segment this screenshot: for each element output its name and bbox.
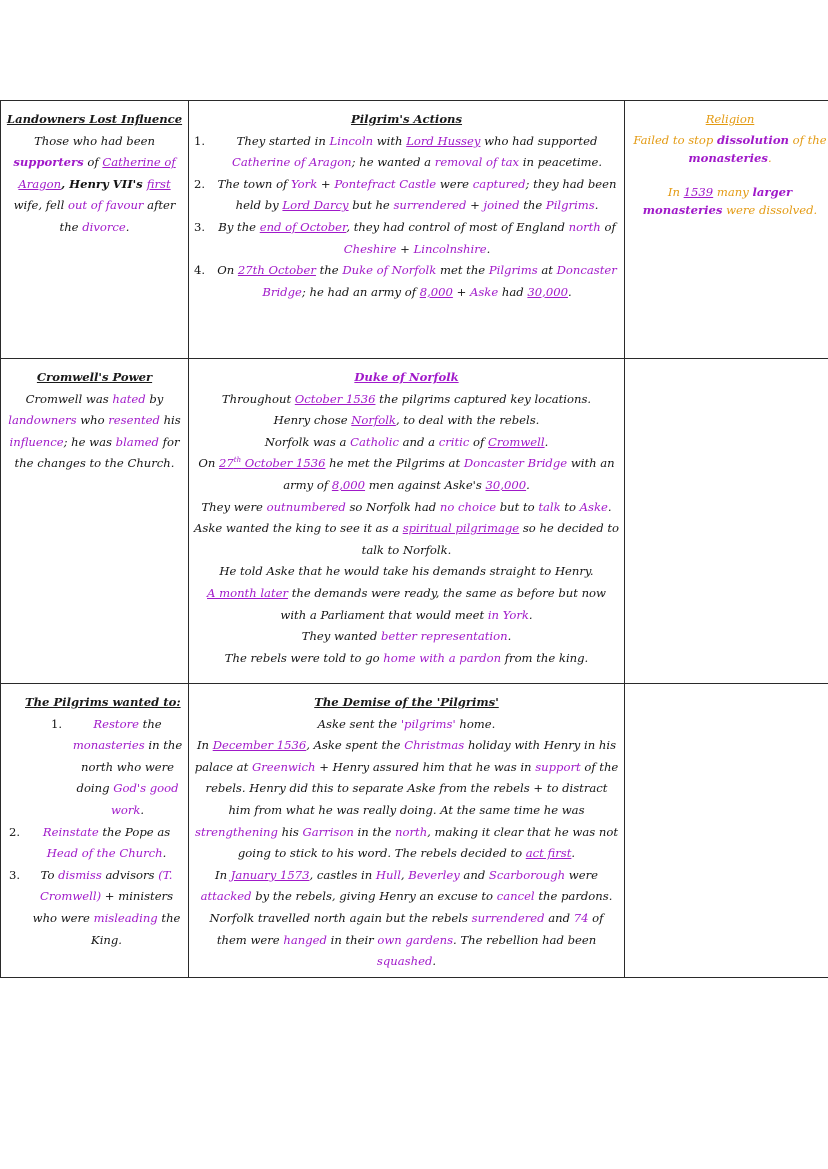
cell-heading: Cromwell's Power — [36, 370, 153, 384]
paragraph: In January 1573, castles in Hull, Beverley and Scarborough were attacked by the rebels, giving Henry an excuse to cancel the pardons. Norfolk travelled north again but the rebels surrendered and 74 of them were hanged in their own gardens. The rebellion had been squashed. — [200, 867, 613, 969]
paragraph: They wanted better representation. — [301, 629, 512, 644]
cell-heading: Religion — [705, 112, 755, 126]
cell-heading: The Demise of the 'Pilgrims' — [314, 695, 499, 709]
list-item: 1. They started in Lincoln with Lord Hussey who had supported Catherine of Aragon; he wanted a removal of tax in peacetime. — [194, 133, 603, 170]
pilgrims-wanted-cell — [1, 684, 189, 978]
pilgrims-actions-cell — [189, 101, 625, 359]
revision-notes-table — [0, 100, 828, 978]
cell-heading: Pilgrim's Actions — [350, 112, 463, 126]
paragraph: On 27th October 1536 he met the Pilgrims at Doncaster Bridge with an army of 8,000 men against Aske's 30,000. — [198, 456, 615, 492]
duke-of-norfolk-cell — [189, 359, 625, 684]
demands-list — [9, 714, 183, 952]
cromwell-cell: Cromwell's Power Cromwell was hated by landowners who resented his influence; he was blamed for the changes to the Church. — [1, 359, 189, 684]
paragraph: Throughout October 1536 the pilgrims captured key locations. — [221, 391, 592, 406]
paragraph: The rebels were told to go home with a pardon from the king. — [224, 650, 589, 665]
list-item: 1. Restore the monasteries in the north who were doing God's good work. — [51, 716, 183, 817]
landowners-cell: Landowners Lost Influence Those who had been supporters of Catherine of Aragon, Henry VII's first wife, fell out of favour after the divorce. — [1, 101, 189, 359]
cell-heading: Landowners Lost Influence — [6, 112, 183, 126]
paragraph: A month later the demands were ready, the same as before but now with a Parliament that would meet in York. — [207, 585, 606, 622]
empty-cell — [625, 359, 828, 684]
paragraph: Henry chose Norfolk, to deal with the rebels. — [273, 413, 540, 428]
cell-heading: The Pilgrims wanted to: — [25, 695, 181, 709]
actions-list — [194, 131, 619, 304]
table-row — [1, 359, 828, 684]
paragraph: He told Aske that he would take his demands straight to Henry. — [219, 564, 594, 579]
paragraph: Aske wanted the king to see it as a spiritual pilgrimage so he decided to talk to Norfolk. — [194, 521, 619, 557]
paragraph: Norfolk was a Catholic and a critic of Cromwell. — [264, 434, 549, 449]
paragraph: Aske sent the 'pilgrims' home. — [317, 716, 496, 731]
list-item: 4. On 27th October the Duke of Norfolk met the Pilgrims at Doncaster Bridge; he had an army of 8,000 + Aske had 30,000. — [194, 263, 617, 299]
table-row — [1, 684, 828, 978]
demise-of-pilgrims-cell — [189, 684, 625, 978]
paragraph: They were outnumbered so Norfolk had no choice but to talk to Aske. — [201, 499, 612, 514]
list-item: 2. Reinstate the Pope as Head of the Church. — [9, 824, 171, 861]
empty-cell — [625, 684, 828, 978]
paragraph: In December 1536, Aske spent the Christmas holiday with Henry in his palace at Greenwich + Henry assured him that he was in support of the rebels. Henry did this to separate Aske from the rebels + to distract him from what he was really doing. At the same time he was strengthening his Garrison in the north, making it clear that he was not going to stick to his word. The rebels decided to act first. — [194, 738, 619, 861]
list-item: 2. The town of York + Pontefract Castle were captured; they had been held by Lord Darcy but he surrendered + joined the Pilgrims. — [194, 176, 617, 213]
cell-heading: Duke of Norfolk — [354, 370, 459, 384]
list-item: 3. To dismiss advisors (T. Cromwell) + ministers who were misleading the King. — [9, 867, 181, 947]
religion-cell: Religion Failed to stop dissolution of the monasteries. In 1539 many larger monasteries were dissolved. — [625, 101, 828, 359]
table-row — [1, 101, 828, 359]
list-item: 3. By the end of October, they had control of most of England north of Cheshire + Lincolnshire. — [194, 219, 616, 256]
